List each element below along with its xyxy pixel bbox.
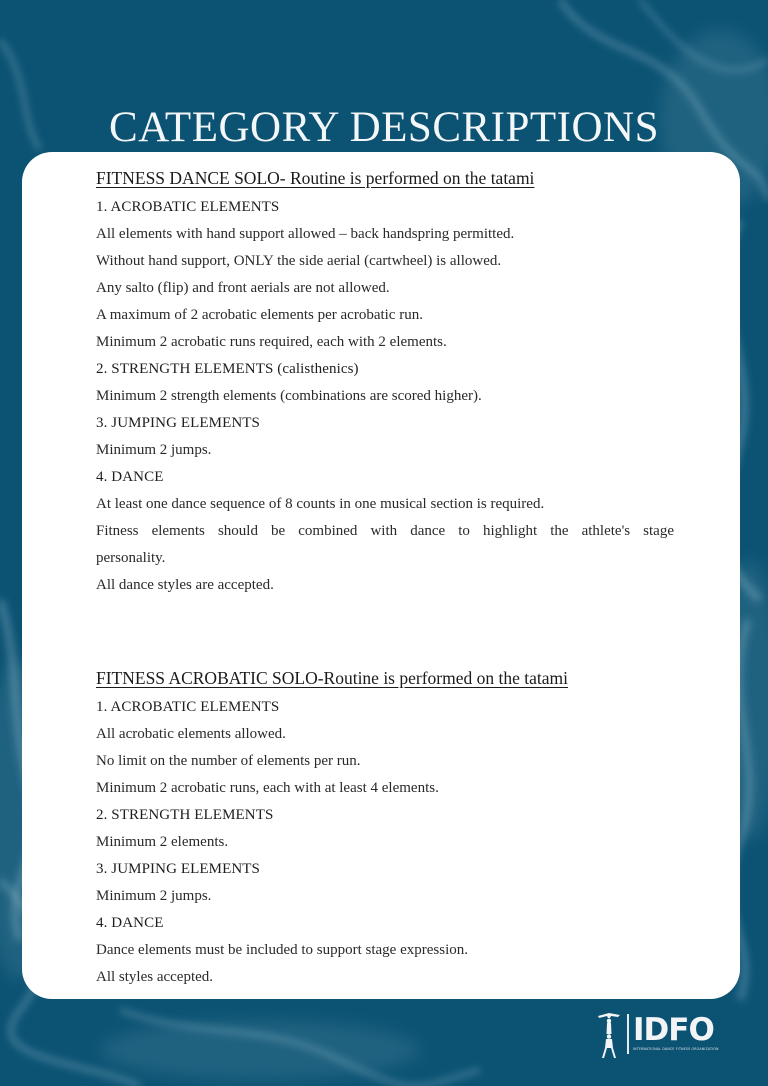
rule-text: Minimum 2 elements. [96, 834, 229, 850]
rule-text: All styles accepted. [96, 969, 214, 985]
rule-text: Fitness elements should be combined with dance to highlight the athlete's stage [96, 523, 674, 539]
page-title: CATEGORY DESCRIPTIONS [108, 103, 660, 151]
rule-text: All dance styles are accepted. [96, 577, 274, 593]
rule-text: No limit on the number of elements per run. [96, 753, 361, 769]
rule-text: Minimum 2 jumps. [96, 442, 212, 458]
section-title: FITNESS DANCE SOLO- Routine is performed on the tatami [96, 168, 535, 188]
subsection-heading: 2. STRENGTH ELEMENTS (calisthenics) [96, 361, 359, 377]
section-fitness-dance-solo [96, 166, 674, 599]
section-fitness-acrobatic-solo [96, 666, 674, 991]
subsection-heading: 3. JUMPING ELEMENTS [96, 415, 260, 431]
subsection-heading: 3. JUMPING ELEMENTS [96, 861, 260, 877]
rule-text: All acrobatic elements allowed. [96, 726, 286, 742]
rule-text: personality. [96, 550, 166, 566]
rule-text: At least one dance sequence of 8 counts in one musical section is required. [96, 496, 545, 512]
rule-text: Any salto (flip) and front aerials are not allowed. [96, 280, 390, 296]
rule-text: Minimum 2 strength elements (combinations are scored higher). [96, 388, 482, 404]
rule-text: Minimum 2 acrobatic runs required, each with 2 elements. [96, 334, 447, 350]
rule-text: All elements with hand support allowed – back handspring permitted. [96, 226, 515, 242]
rule-text: Without hand support, ONLY the side aerial (cartwheel) is allowed. [96, 253, 502, 269]
acrobat-figure-icon [596, 1010, 626, 1060]
section-lines [96, 694, 674, 991]
rule-text: A maximum of 2 acrobatic elements per acrobatic run. [96, 307, 423, 323]
subsection-heading: 1. ACROBATIC ELEMENTS [96, 199, 280, 215]
section-lines [96, 194, 674, 599]
subsection-heading: 2. STRENGTH ELEMENTS [96, 807, 274, 823]
logo-subtitle: INTERNATIONAL DANCE FITNESS ORGANIZATION [633, 1047, 719, 1051]
logo-divider [627, 1014, 629, 1054]
rule-text: Dance elements must be included to support stage expression. [96, 942, 468, 958]
logo-wordmark: IDFO [633, 1012, 714, 1048]
section-title: FITNESS ACROBATIC SOLO-Routine is performed on the tatami [96, 668, 568, 688]
subsection-heading: 4. DANCE [96, 915, 164, 931]
idfo-logo [596, 1010, 736, 1060]
rule-text: Minimum 2 acrobatic runs, each with at least 4 elements. [96, 780, 439, 796]
rule-text: Minimum 2 jumps. [96, 888, 212, 904]
content-card [22, 152, 740, 999]
subsection-heading: 1. ACROBATIC ELEMENTS [96, 699, 280, 715]
subsection-heading: 4. DANCE [96, 469, 164, 485]
